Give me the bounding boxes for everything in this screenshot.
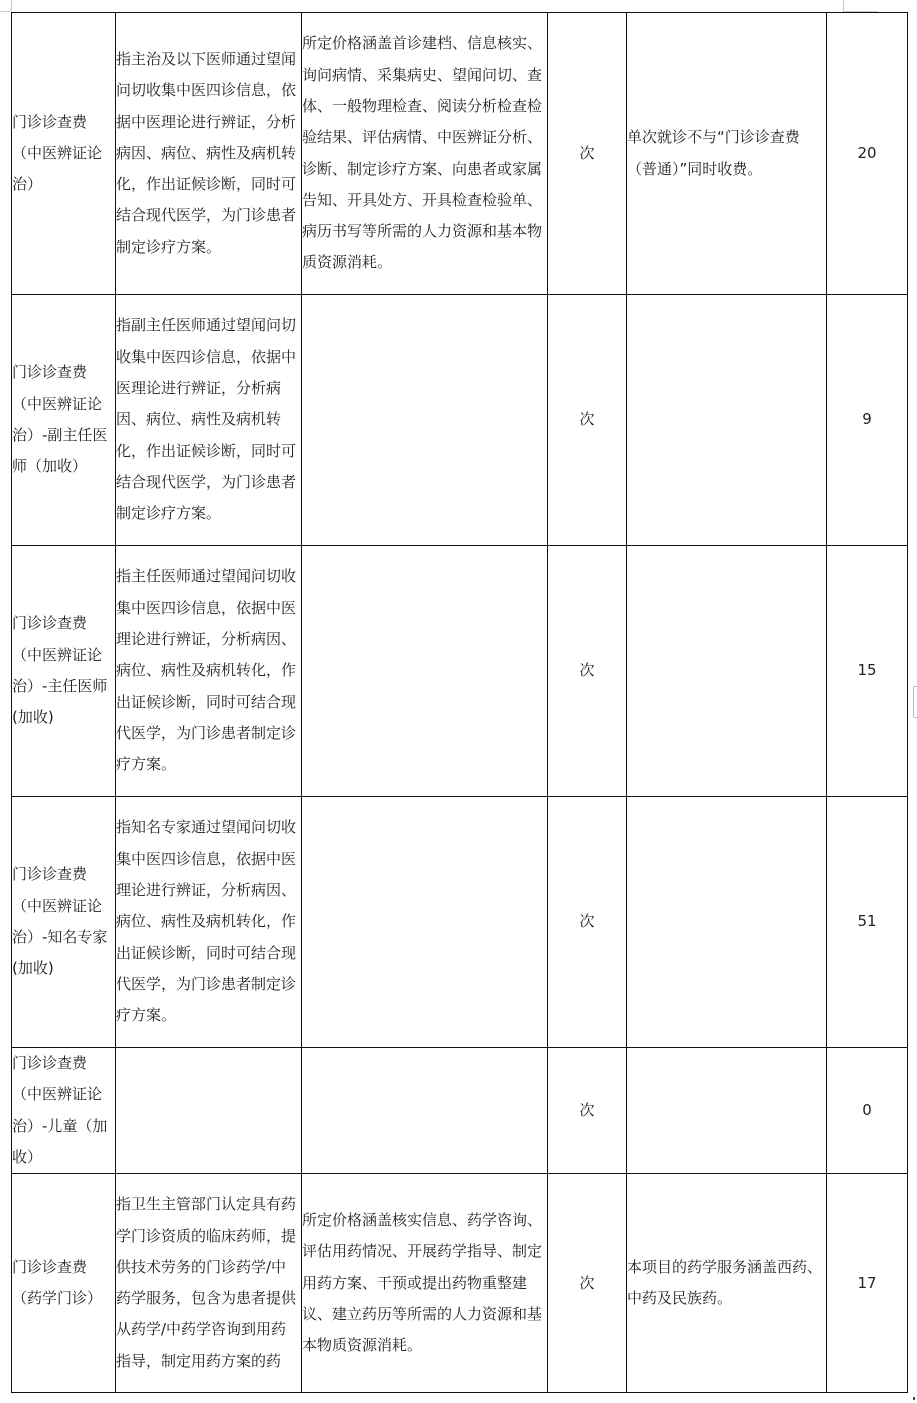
- item-name-cell: [12, 546, 116, 797]
- item-description: 指主治及以下医师通过望闻问切收集中医四诊信息，依据中医理论进行辨证，分析病因、病位、病性及病机转化，作出证候诊断，同时可结合现代医学，为门诊患者制定诊疗方案。: [116, 49, 297, 256]
- item-price: 15: [857, 661, 877, 680]
- item-price-cell: [827, 295, 908, 546]
- item-scope: 所定价格涵盖核实信息、药学咨询、评估用药情况、开展药学指导、制定用药方案、干预或提出药物重整建议、建立药历等所需的人力资源和基本物质资源消耗。: [302, 1210, 543, 1355]
- item-price-cell: [827, 13, 908, 295]
- item-name-cell: [12, 13, 116, 295]
- item-description-cell: [116, 13, 302, 295]
- item-price: 51: [857, 912, 877, 931]
- table-row: [12, 797, 908, 1048]
- item-name: 门诊诊查费（中医辨证论治）-儿童（加收）: [12, 1054, 108, 1166]
- item-note: 本项目的药学服务涵盖西药、中药及民族药。: [627, 1257, 823, 1308]
- item-scope-cell: [302, 1174, 548, 1393]
- item-unit: 次: [579, 661, 595, 680]
- item-unit-cell: [548, 1048, 627, 1174]
- item-description-cell: [116, 797, 302, 1048]
- table-row: [12, 13, 908, 295]
- item-price: 17: [857, 1273, 877, 1292]
- item-description-cell: [116, 1174, 302, 1393]
- item-price: 9: [862, 410, 872, 429]
- item-unit: 次: [579, 912, 595, 931]
- item-scope-cell: [302, 13, 548, 295]
- item-price-cell: [827, 1048, 908, 1174]
- item-unit: 次: [579, 1273, 595, 1292]
- item-price: 0: [862, 1100, 872, 1119]
- page-corner-mark-top-right: [843, 0, 878, 12]
- item-note-cell: [627, 1174, 827, 1393]
- item-name: 门诊诊查费（中医辨证论治）-副主任医师（加收）: [12, 363, 108, 476]
- item-unit-cell: [548, 546, 627, 797]
- item-unit-cell: [548, 797, 627, 1048]
- item-name-cell: [12, 797, 116, 1048]
- item-price-cell: [827, 797, 908, 1048]
- table-row: [12, 546, 908, 797]
- item-name: 门诊诊查费（中医辨证论治）-知名专家(加收): [12, 865, 108, 978]
- item-scope-cell: [302, 546, 548, 797]
- item-scope-cell: [302, 295, 548, 546]
- item-name-cell: [12, 1048, 116, 1174]
- item-name: 门诊诊查费（药学门诊）: [12, 1257, 103, 1308]
- item-description-cell: [116, 295, 302, 546]
- item-unit-cell: [548, 295, 627, 546]
- item-description: 指主任医师通过望闻问切收集中医四诊信息，依据中医理论进行辨证，分析病因、病位、病性及病机转化，作出证候诊断，同时可结合现代医学，为门诊患者制定诊疗方案。: [116, 567, 297, 774]
- page-end-mark: [913, 1397, 915, 1400]
- item-note-cell: [627, 546, 827, 797]
- table-row: [12, 295, 908, 546]
- item-name-cell: [12, 1174, 116, 1393]
- item-description-cell: [116, 546, 302, 797]
- table-row: [12, 1048, 908, 1174]
- scroll-handle[interactable]: [913, 686, 917, 718]
- item-scope-cell: [302, 797, 548, 1048]
- item-unit-cell: [548, 13, 627, 295]
- item-description: 指卫生主管部门认定具有药学门诊资质的临床药师，提供技术劳务的门诊药学/中药学服务，包含为患者提供从药学/中药学咨询到用药指导，制定用药方案的药: [116, 1195, 297, 1370]
- fee-schedule-table: [11, 12, 908, 1393]
- item-price-cell: [827, 1174, 908, 1393]
- item-description-cell: [116, 1048, 302, 1174]
- table-row: [12, 1174, 908, 1393]
- item-price-cell: [827, 546, 908, 797]
- item-note-cell: [627, 1048, 827, 1174]
- item-description: 指知名专家通过望闻问切收集中医四诊信息，依据中医理论进行辨证，分析病因、病位、病性及病机转化，作出证候诊断，同时可结合现代医学，为门诊患者制定诊疗方案。: [116, 818, 297, 1025]
- item-description: 指副主任医师通过望闻问切收集中医四诊信息，依据中医理论进行辨证，分析病因、病位、病性及病机转化，作出证候诊断，同时可结合现代医学，为门诊患者制定诊疗方案。: [116, 316, 297, 523]
- item-note: 单次就诊不与“门诊诊查费（普通）”同时收费。: [627, 128, 800, 178]
- item-unit: 次: [579, 410, 595, 429]
- item-name-cell: [12, 295, 116, 546]
- item-unit-cell: [548, 1174, 627, 1393]
- item-note-cell: [627, 295, 827, 546]
- item-unit: 次: [579, 1100, 595, 1119]
- page-corner-mark-top-left: [0, 0, 12, 12]
- item-unit: 次: [579, 143, 595, 162]
- item-scope: 所定价格涵盖首诊建档、信息核实、询问病情、采集病史、望闻问切、查体、一般物理检查、阅读分析检查检验结果、评估病情、中医辨证分析、诊断、制定诊疗方案、向患者或家属告知、开具处方、开具检查检验单、病历书写等所需的人力资源和基本物质资源消耗。: [302, 34, 543, 272]
- item-note-cell: [627, 797, 827, 1048]
- item-note-cell: [627, 13, 827, 295]
- item-name: 门诊诊查费（中医辨证论治）: [12, 112, 103, 194]
- item-price: 20: [857, 143, 877, 162]
- item-scope-cell: [302, 1048, 548, 1174]
- item-name: 门诊诊查费（中医辨证论治）-主任医师(加收): [12, 614, 108, 727]
